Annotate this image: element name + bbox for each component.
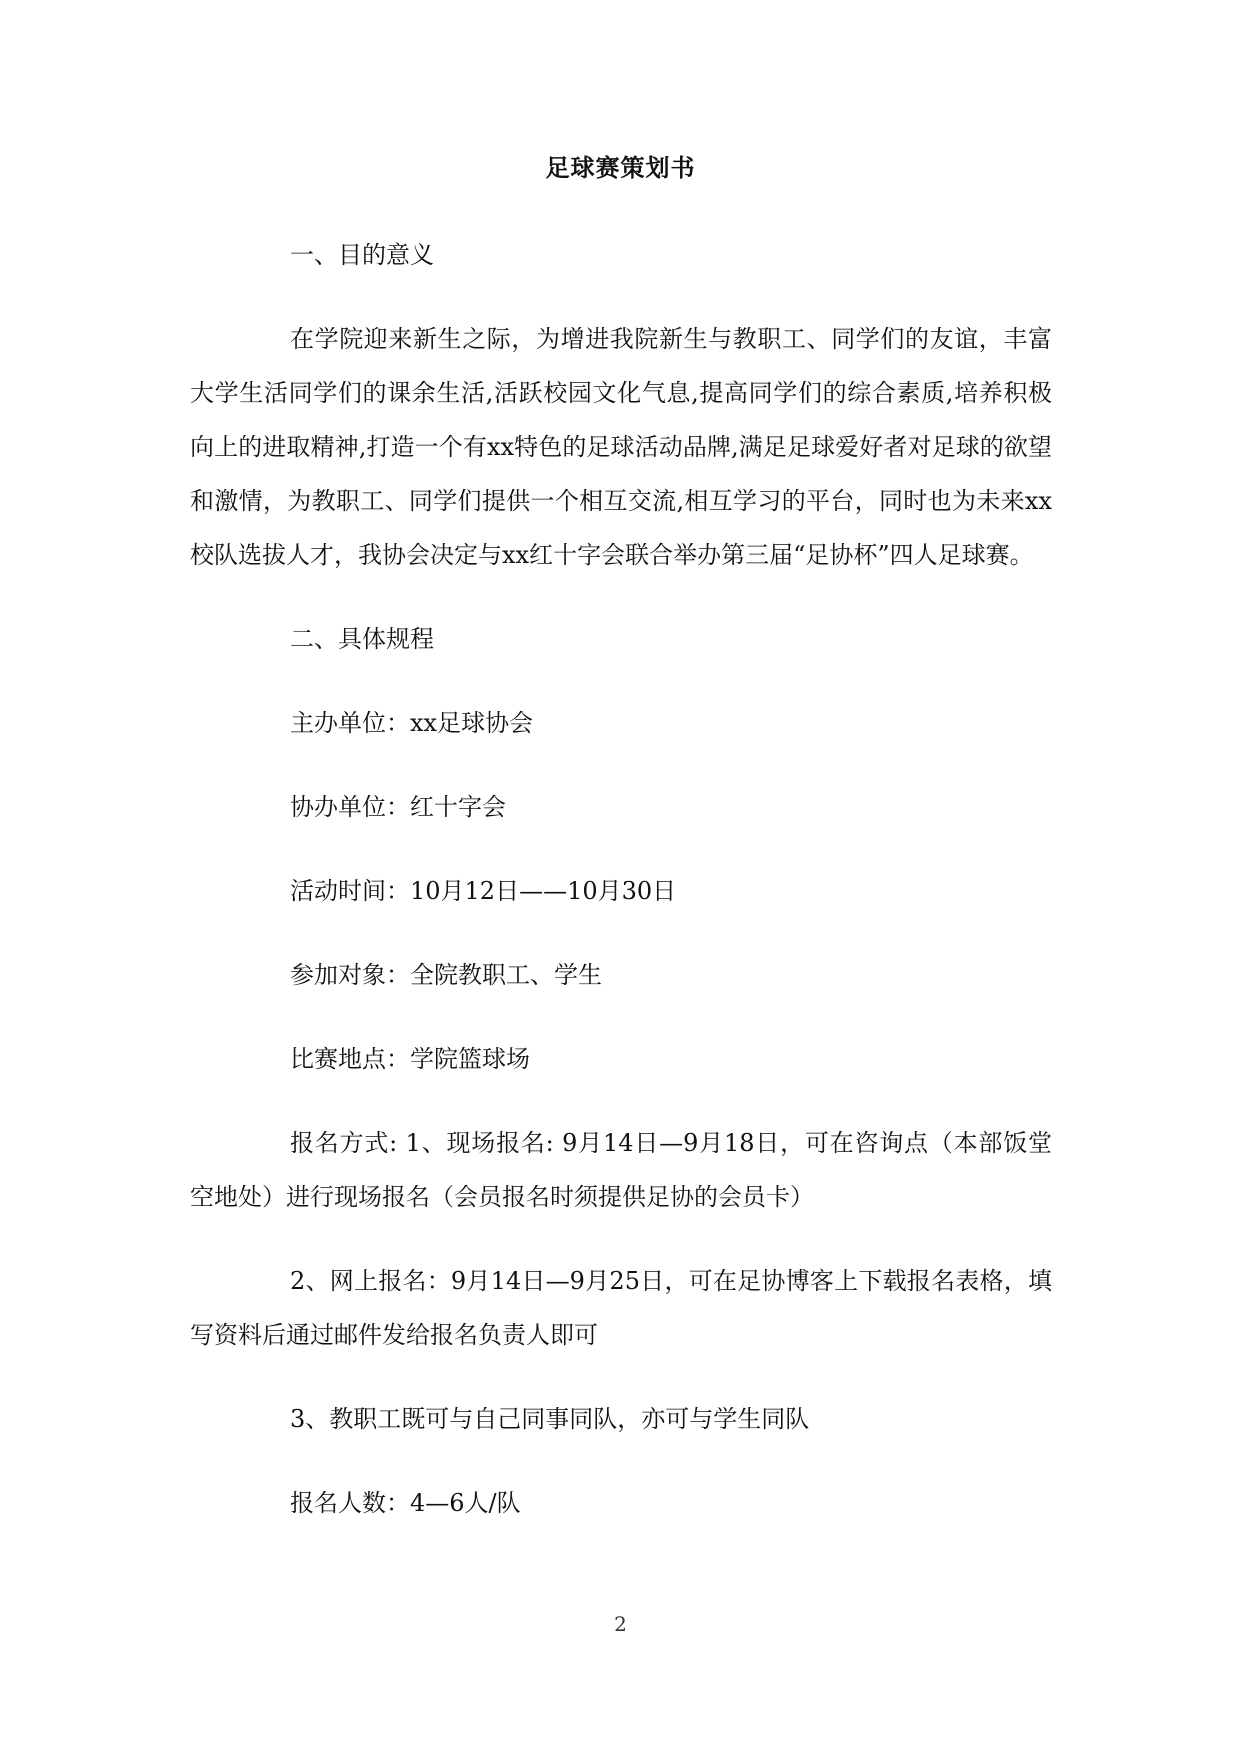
paragraph-participants: 参加对象：全院教职工、学生 [290, 961, 602, 989]
document-title: 足球赛策划书 [545, 154, 696, 182]
paragraph-team-size: 报名人数：4—6人/队 [290, 1489, 521, 1517]
paragraph-organizer: 主办单位：xx足球协会 [290, 709, 534, 737]
paragraph-co-organizer: 协办单位：红十字会 [290, 793, 506, 821]
paragraph-registration-onsite: 报名方式: 1、现场报名: 9月14日—9月18日，可在咨询点（本部饭堂空地处）进行现场报名（会员报名时须提供足协的会员卡） [190, 1129, 1052, 1211]
page-number: 2 [614, 1612, 627, 1636]
paragraph-time: 活动时间：10月12日——10月30日 [290, 877, 677, 905]
section-heading-purpose: 一、目的意义 [290, 241, 434, 269]
paragraph-purpose: 在学院迎来新生之际，为增进我院新生与教职工、同学们的友谊，丰富大学生活同学们的课余生活,活跃校园文化气息,提高同学们的综合素质,培养积极向上的进取精神,打造一个有xx特色的足球活动品牌,满足足球爱好者对足球的欲望和激情，为教职工、同学们提供一个相互交流,相互学习的平台，同时也为未来xx校队选拔人才，我协会决定与xx红十字会联合举办第三届“足协杯”四人足球赛。 [190, 325, 1052, 569]
paragraph-venue: 比赛地点：学院篮球场 [290, 1045, 530, 1073]
paragraph-staff-teams: 3、教职工既可与自己同事同队，亦可与学生同队 [290, 1405, 810, 1433]
paragraph-registration-online: 2、网上报名：9月14日—9月25日，可在足协博客上下载报名表格，填写资料后通过邮件发给报名负责人即可 [190, 1267, 1052, 1349]
document-body [190, 228, 1052, 1560]
section-heading-rules: 二、具体规程 [290, 625, 434, 653]
